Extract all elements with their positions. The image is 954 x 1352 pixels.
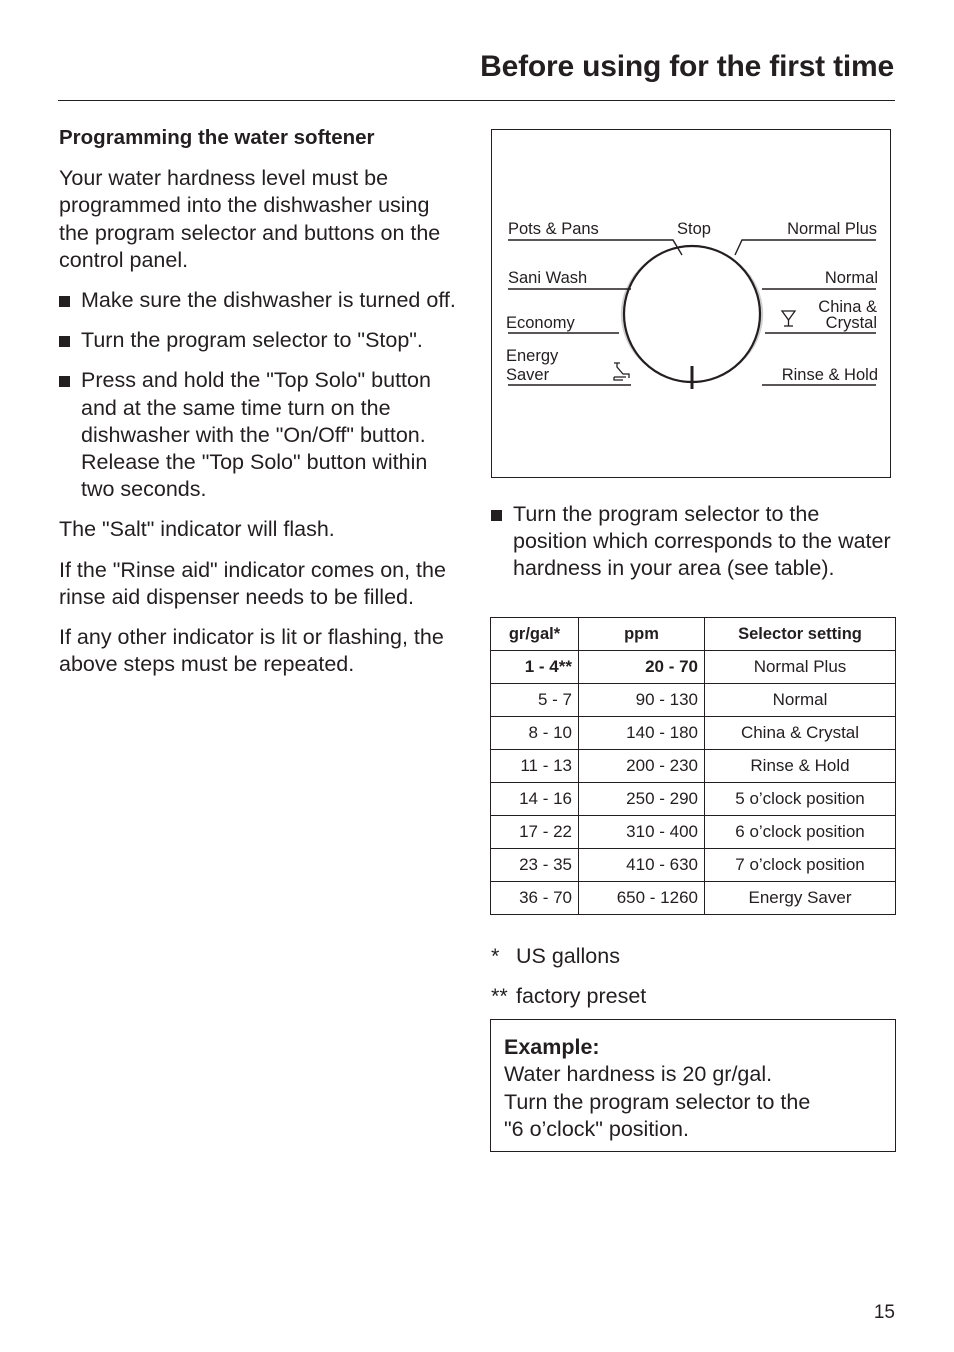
- intro-paragraph: Your water hardness level must be programmed into the dishwasher using the program selector and buttons on the control panel.: [59, 166, 441, 272]
- page-number: 15: [873, 1302, 895, 1323]
- label-stop: Stop: [677, 220, 711, 238]
- table-row: [491, 816, 896, 849]
- cell-ppm: 650 - 1260: [579, 882, 705, 915]
- column-header-ppm: ppm: [579, 618, 705, 651]
- page-title: Before using for the first time: [480, 50, 894, 83]
- bullet-text: Press and hold the "Top Solo" button and at the same time turn on the dishwasher with the "On/Off" button. Release the "Top Solo" button within two seconds.: [81, 368, 431, 502]
- faucet-icon: [614, 363, 629, 380]
- cell-ppm: 310 - 400: [579, 816, 705, 849]
- cell-gr-gal: 17 - 22: [491, 816, 579, 849]
- leader-pots-pans: [508, 240, 682, 255]
- label-economy: Economy: [506, 314, 575, 332]
- cell-selector: Rinse & Hold: [705, 750, 896, 783]
- footnote-mark: **: [491, 984, 508, 1008]
- column-header-gr-gal: gr/gal*: [491, 618, 579, 651]
- cell-selector: 5 o’clock position: [705, 783, 896, 816]
- cell-selector: 7 o’clock position: [705, 849, 896, 882]
- table-row: [491, 717, 896, 750]
- label-energy-line1: Energy: [506, 347, 559, 365]
- table-row: [491, 750, 896, 783]
- cell-gr-gal: 36 - 70: [491, 882, 579, 915]
- cell-selector: Normal: [705, 684, 896, 717]
- cell-gr-gal: 11 - 13: [491, 750, 579, 783]
- example-title: Example:: [504, 1035, 600, 1059]
- table-row: [491, 651, 896, 684]
- table-row: [491, 684, 896, 717]
- footnote-text: factory preset: [516, 984, 647, 1008]
- bullet-text: Turn the program selector to the position which corresponds to the water hardness in your area (see table).: [513, 502, 891, 581]
- example-line: Turn the program selector to the: [504, 1089, 811, 1114]
- label-rinse-hold: Rinse & Hold: [781, 366, 878, 384]
- dial-drawing: [492, 130, 892, 479]
- cell-ppm: 410 - 630: [579, 849, 705, 882]
- cell-selector: China & Crystal: [705, 717, 896, 750]
- cell-ppm: 200 - 230: [579, 750, 705, 783]
- bullet-square-icon: [59, 376, 70, 387]
- cell-gr-gal: 8 - 10: [491, 717, 579, 750]
- bullet-item: [59, 327, 464, 354]
- footnote-mark: *: [491, 944, 500, 968]
- table-header-row: [491, 618, 896, 651]
- example-line: "6 o’clock" position.: [504, 1116, 689, 1141]
- footnote-text: US gallons: [516, 944, 620, 968]
- paragraph: The "Salt" indicator will flash.: [59, 517, 335, 542]
- footnote: [491, 983, 646, 1010]
- bullet-item: [491, 501, 891, 583]
- bullet-item: [59, 367, 464, 503]
- water-hardness-table: [490, 617, 896, 915]
- label-pots-pans: Pots & Pans: [508, 220, 599, 238]
- wine-glass-icon: [782, 311, 795, 326]
- paragraph: If any other indicator is lit or flashing, the above steps must be repeated.: [59, 625, 444, 677]
- cell-gr-gal: 23 - 35: [491, 849, 579, 882]
- cell-selector: Energy Saver: [705, 882, 896, 915]
- label-china-line1: China &: [818, 298, 877, 316]
- bullet-item: [59, 287, 464, 314]
- label-normal-plus: Normal Plus: [787, 220, 877, 238]
- cell-selector: 6 o’clock position: [705, 816, 896, 849]
- example-line: Water hardness is 20 gr/gal.: [504, 1062, 773, 1087]
- label-energy-line2: Saver: [506, 366, 550, 384]
- column-header-selector-setting: Selector setting: [705, 618, 896, 651]
- cell-ppm: 90 - 130: [579, 684, 705, 717]
- title-divider: [58, 100, 895, 101]
- bullet-square-icon: [491, 510, 502, 521]
- cell-ppm: 20 - 70: [579, 651, 705, 684]
- table-row: [491, 849, 896, 882]
- bullet-text: Turn the program selector to "Stop".: [81, 328, 423, 353]
- cell-selector: Normal Plus: [705, 651, 896, 684]
- example-box: [490, 1019, 896, 1152]
- label-china-line2: Crystal: [825, 314, 877, 332]
- paragraph: If the "Rinse aid" indicator comes on, the rinse aid dispenser needs to be filled.: [59, 557, 446, 609]
- footnote: [491, 943, 620, 970]
- dial-ring: [624, 246, 760, 382]
- table-row: [491, 783, 896, 816]
- table-row: [491, 882, 896, 915]
- cell-gr-gal: 14 - 16: [491, 783, 579, 816]
- bullet-text: Make sure the dishwasher is turned off.: [81, 288, 456, 313]
- cell-gr-gal: 5 - 7: [491, 684, 579, 717]
- left-column: [59, 124, 464, 691]
- bullet-square-icon: [59, 296, 70, 307]
- cell-gr-gal: 1 - 4**: [491, 651, 579, 684]
- label-sani-wash: Sani Wash: [508, 269, 588, 287]
- bullet-square-icon: [59, 336, 70, 347]
- leader-normal-plus: [735, 240, 876, 255]
- program-selector-diagram: [491, 129, 891, 478]
- cell-ppm: 140 - 180: [579, 717, 705, 750]
- cell-ppm: 250 - 290: [579, 783, 705, 816]
- label-normal: Normal: [824, 269, 878, 287]
- section-heading: Programming the water softener: [59, 126, 375, 149]
